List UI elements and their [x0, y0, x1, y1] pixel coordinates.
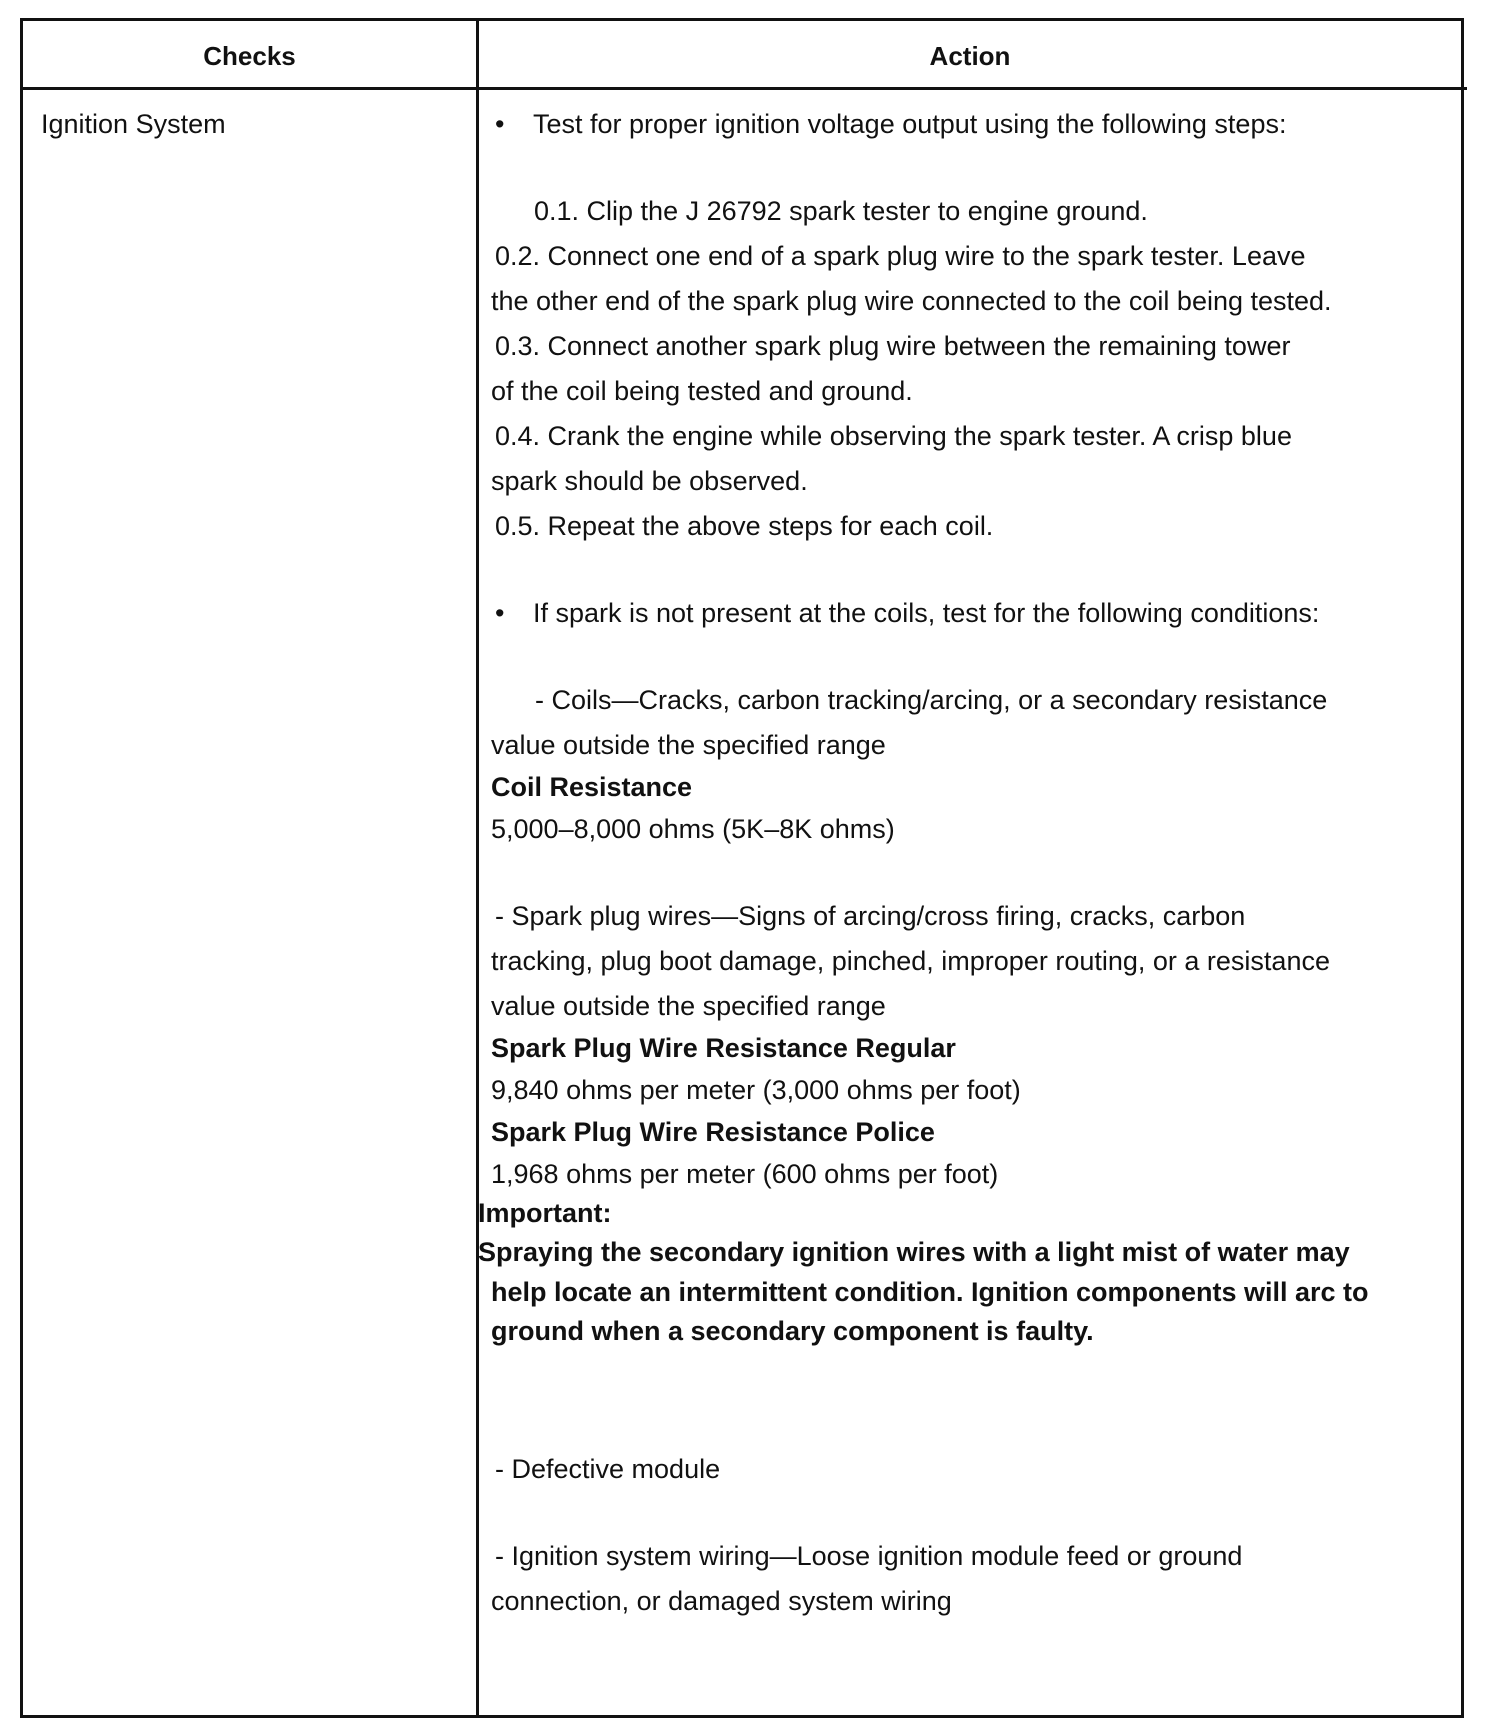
- wiring-condition-cont: connection, or damaged system wiring: [491, 1586, 952, 1616]
- important-text-2: help locate an intermittent condition. Ignition components will arc to: [491, 1277, 1369, 1307]
- important-text-1: Spraying the secondary ignition wires with a light mist of water may: [478, 1237, 1350, 1267]
- step-0-1: 0.1. Clip the J 26792 spark tester to engine ground.: [534, 196, 1148, 226]
- check-cell: Ignition System: [41, 109, 226, 139]
- step-0-3: 0.3. Connect another spark plug wire between the remaining tower: [495, 331, 1291, 361]
- module-condition: - Defective module: [495, 1454, 721, 1484]
- wires-condition-cont-1: tracking, plug boot damage, pinched, improper routing, or a resistance: [491, 946, 1330, 976]
- bullet-test-voltage: Test for proper ignition voltage output using the following steps:: [533, 109, 1287, 139]
- wire-resistance-police-value: 1,968 ohms per meter (600 ohms per foot): [491, 1159, 999, 1189]
- important-label: Important:: [478, 1198, 612, 1228]
- step-0-4: 0.4. Crank the engine while observing the spark tester. A crisp blue: [495, 421, 1292, 451]
- wiring-condition: - Ignition system wiring—Loose ignition module feed or ground: [495, 1541, 1243, 1571]
- diagnostic-table: [20, 18, 1464, 1718]
- wire-resistance-police-label: Spark Plug Wire Resistance Police: [491, 1117, 935, 1147]
- coils-condition: - Coils—Cracks, carbon tracking/arcing, or a secondary resistance: [535, 685, 1328, 715]
- important-text-3: ground when a secondary component is faulty.: [491, 1316, 1094, 1346]
- wires-condition-cont-2: value outside the specified range: [491, 991, 886, 1021]
- bullet-dot: •: [495, 109, 505, 139]
- coils-condition-cont: value outside the specified range: [491, 730, 886, 760]
- bullet-no-spark: If spark is not present at the coils, test for the following conditions:: [533, 598, 1320, 628]
- step-0-2: 0.2. Connect one end of a spark plug wire to the spark tester. Leave: [495, 241, 1306, 271]
- coil-resistance-value: 5,000–8,000 ohms (5K–8K ohms): [491, 814, 895, 844]
- coil-resistance-label: Coil Resistance: [491, 772, 693, 802]
- header-divider: [23, 87, 1467, 90]
- action-column-header: Action: [929, 41, 1011, 71]
- wires-condition: - Spark plug wires—Signs of arcing/cross firing, cracks, carbon: [495, 901, 1246, 931]
- bullet-dot: •: [495, 598, 505, 628]
- step-0-2-cont: the other end of the spark plug wire connected to the coil being tested.: [491, 286, 1332, 316]
- column-divider: [476, 21, 479, 1715]
- step-0-4-cont: spark should be observed.: [491, 466, 808, 496]
- step-0-5: 0.5. Repeat the above steps for each coil.: [495, 511, 994, 541]
- wire-resistance-regular-value: 9,840 ohms per meter (3,000 ohms per foot): [491, 1075, 1021, 1105]
- checks-column-header: Checks: [203, 41, 296, 71]
- wire-resistance-regular-label: Spark Plug Wire Resistance Regular: [491, 1033, 956, 1063]
- step-0-3-cont: of the coil being tested and ground.: [491, 376, 913, 406]
